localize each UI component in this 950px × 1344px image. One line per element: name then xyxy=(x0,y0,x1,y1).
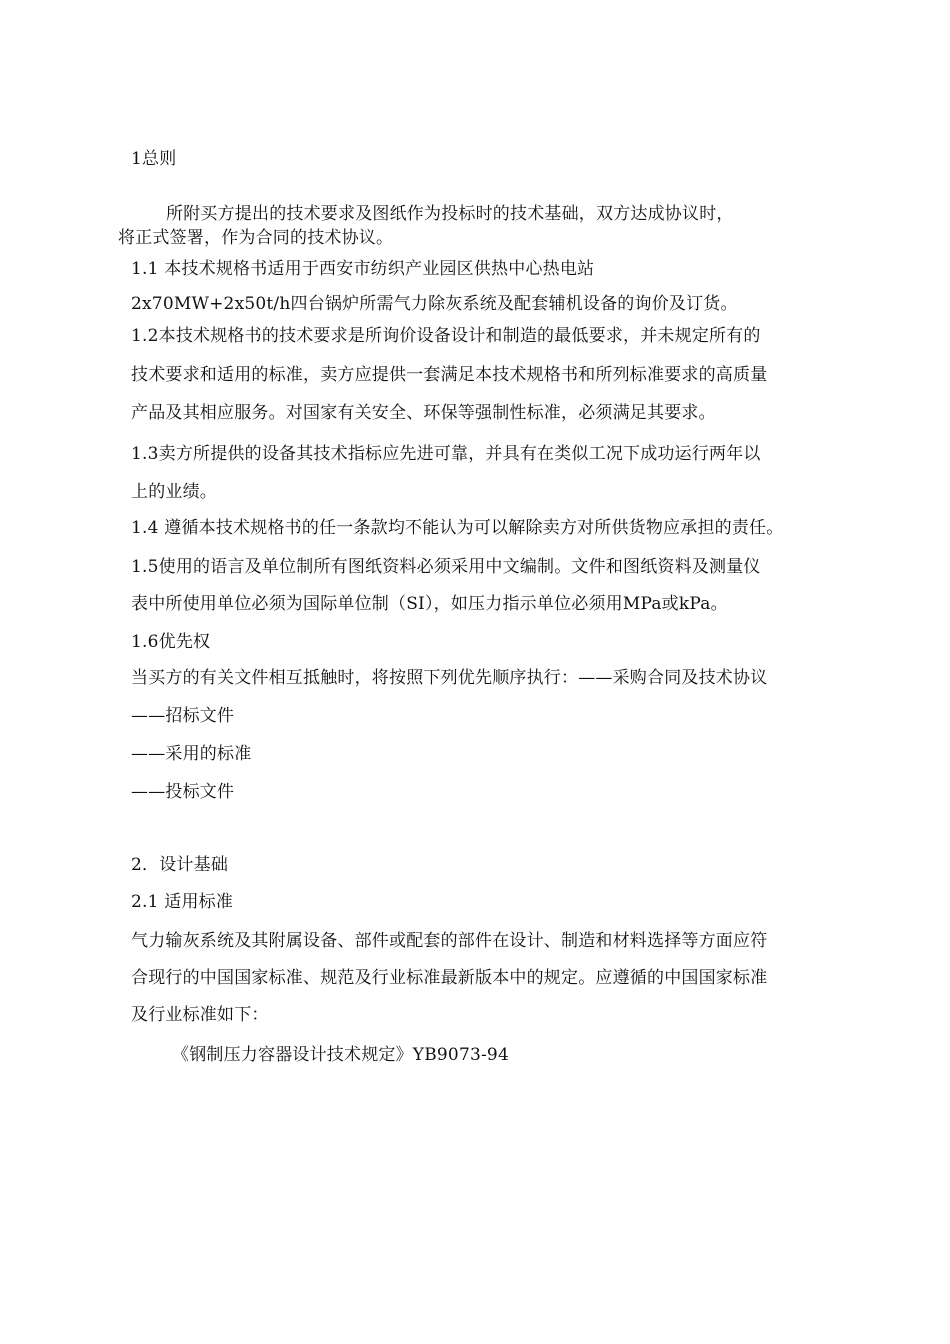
clause-1-2-line-1: 1.2本技术规格书的技术要求是所询价设备设计和制造的最低要求，并未规定所有的 xyxy=(131,326,761,346)
clause-1-6-line-1: 当买方的有关文件相互抵触时，将按照下列优先顺序执行：——采购合同及技术协议 xyxy=(131,668,768,688)
section-2-title: 2．设计基础 xyxy=(131,855,229,875)
clause-1-3-line-1: 1.3卖方所提供的设备其技术指标应先进可靠，并具有在类似工况下成功运行两年以 xyxy=(131,444,761,464)
priority-item-standards: ——采用的标准 xyxy=(131,744,252,764)
clause-1-5-line-2: 表中所使用单位必须为国际单位制（SI），如压力指示单位必须用MPa或kPa。 xyxy=(131,594,728,614)
clause-1-5-line-1: 1.5使用的语言及单位制所有图纸资料必须采用中文编制。文件和图纸资料及测量仪 xyxy=(131,557,761,577)
clause-1-1-line-2: 2x70MW+2x50t/h四台锅炉所需气力除灰系统及配套辅机设备的询价及订货。 xyxy=(131,294,738,314)
clause-2-1-line-2: 合现行的中国国家标准、规范及行业标准最新版本中的规定。应遵循的中国国家标准 xyxy=(131,968,768,988)
intro-line-1: 所附买方提出的技术要求及图纸作为投标时的技术基础，双方达成协议时， xyxy=(166,204,734,224)
clause-1-6-title: 1.6优先权 xyxy=(131,632,211,652)
clause-1-4-line-1: 1.4 遵循本技术规格书的任一条款均不能认为可以解除卖方对所供货物应承担的责任。 xyxy=(131,518,784,538)
clause-1-1-line-1: 1.1 本技术规格书适用于西安市纺织产业园区供热中心热电站 xyxy=(131,259,595,279)
clause-2-1-line-3: 及行业标准如下： xyxy=(131,1005,269,1025)
priority-item-tender: ——招标文件 xyxy=(131,706,235,726)
priority-item-bid: ——投标文件 xyxy=(131,782,235,802)
clause-2-1-line-1: 气力输灰系统及其附属设备、部件或配套的部件在设计、制造和材料选择等方面应符 xyxy=(131,931,768,951)
standard-item-1: 《钢制压力容器设计技术规定》YB9073-94 xyxy=(172,1045,509,1065)
clause-1-3-line-2: 上的业绩。 xyxy=(131,482,217,502)
clause-1-2-line-3: 产品及其相应服务。对国家有关安全、环保等强制性标准，必须满足其要求。 xyxy=(131,403,716,423)
section-1-title: 1总则 xyxy=(131,149,177,169)
intro-line-2: 将正式签署，作为合同的技术协议。 xyxy=(118,228,394,248)
clause-1-2-line-2: 技术要求和适用的标准，卖方应提供一套满足本技术规格书和所列标准要求的高质量 xyxy=(131,365,768,385)
clause-2-1-title: 2.1 适用标准 xyxy=(131,892,234,912)
